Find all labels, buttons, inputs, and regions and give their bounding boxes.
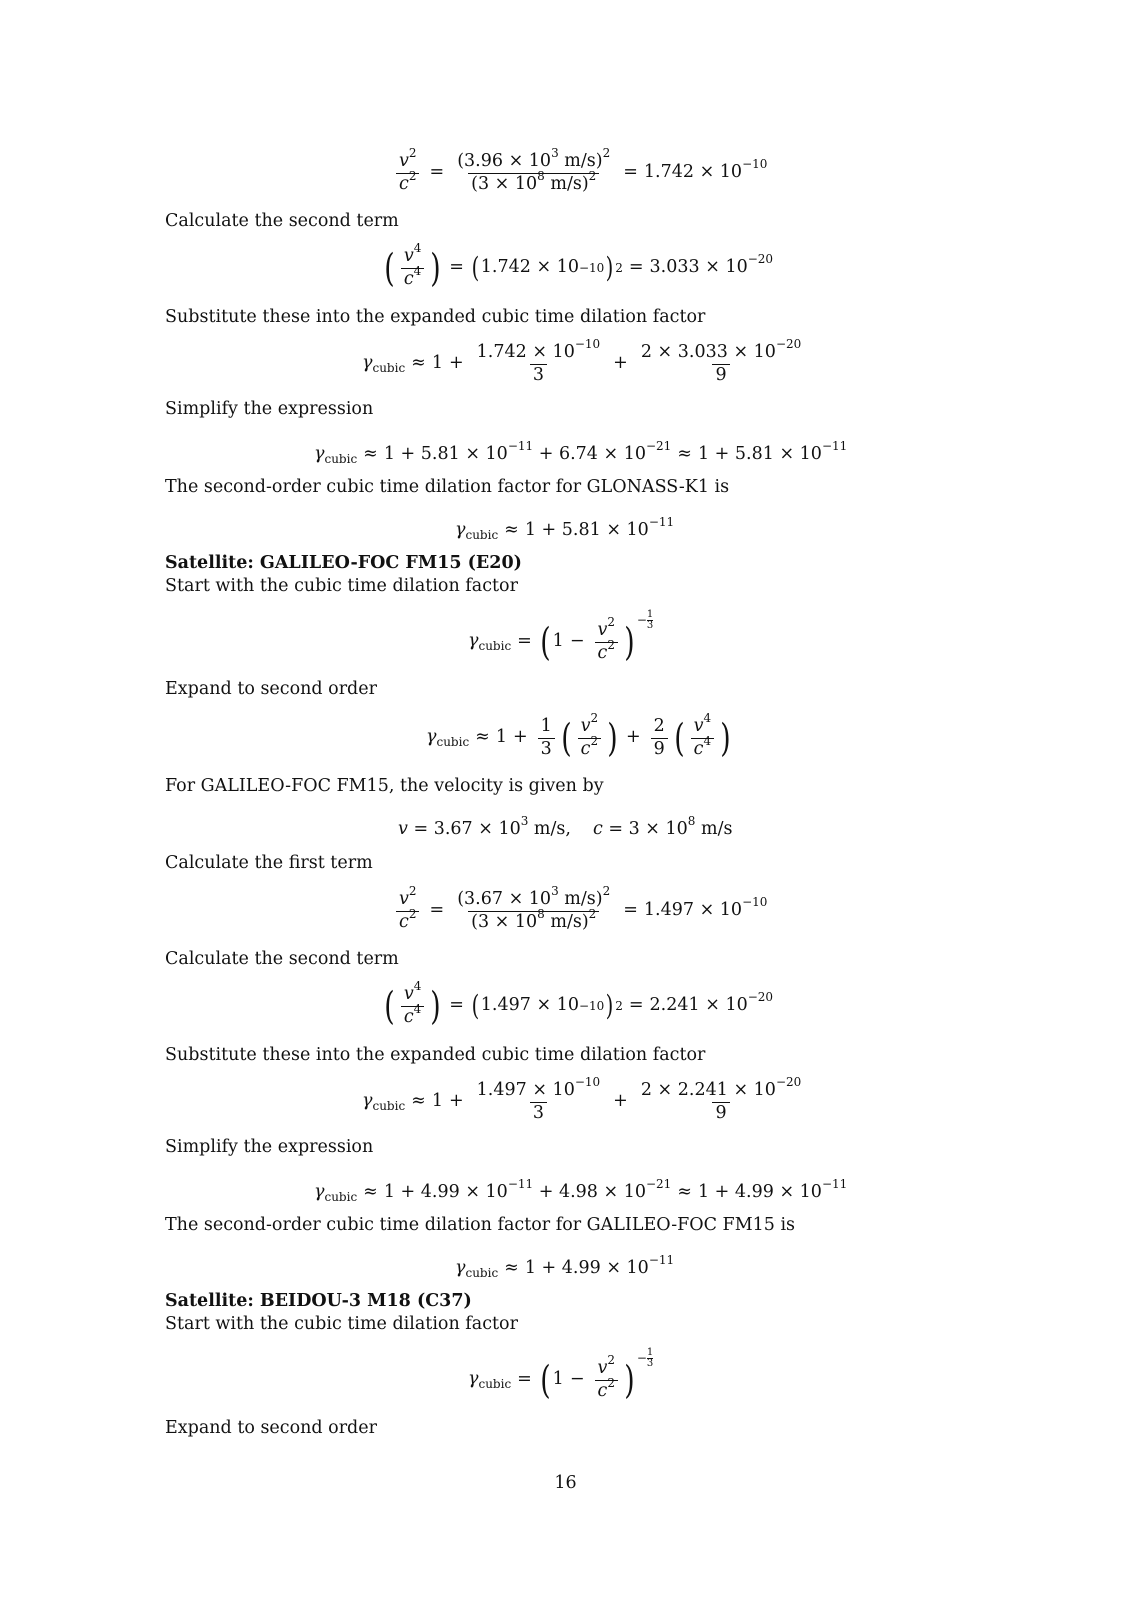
result-intro-2: The second-order cubic time dilation factor for GALILEO-FOC FM15 is xyxy=(165,1215,796,1235)
satellite-heading-beidou: Satellite: BEIDOU-3 M18 (C37) xyxy=(165,1291,472,1311)
simplify-label-2: Simplify the expression xyxy=(165,1137,374,1157)
equation-galileo-cubic-factor: $\gamma_{cubic}$ = ( 1 − $\frac{v^2}{c^2}$ ) − $\frac{1}{3}$ xyxy=(468,608,654,664)
start-label-1: Start with the cubic time dilation factor xyxy=(165,576,518,596)
substitute-label-1: Substitute these into the expanded cubic time dilation factor xyxy=(165,307,706,327)
equation-galileo-result: $\gamma_{cubic}$ ≈ $1 + 4.99 \times 10^{-11}$ xyxy=(455,1253,675,1280)
equation-beidou-cubic-factor: $\gamma_{cubic}$ = ( 1 − $\frac{v^2}{c^2}$ ) − $\frac{1}{3}$ xyxy=(468,1346,654,1402)
equation-galileo-second-term: ( $\frac{v^4}{c^4}$ ) = ( 1.497 × 10 −10 ) 2 = $2.241 \times 10^{-20}$ xyxy=(384,979,774,1028)
equation-glonass-simplify: $\gamma_{cubic}$ ≈ $1 + 5.81 \times 10^{-11} + 6.74 \times 10^{-21}$ ≈ $1 + 5.81 \times 10^{-11}$ xyxy=(314,439,848,466)
substitute-label-2: Substitute these into the expanded cubic time dilation factor xyxy=(165,1045,706,1065)
equation-galileo-expansion: $\gamma_{cubic}$ ≈ 1 + $\frac{1}{3}$ ( $\frac{v^2}{c^2}$ ) + $\frac{2}{9}$ ( $\frac{v^4}{c^4}$ ) xyxy=(426,711,731,760)
satellite-heading-galileo: Satellite: GALILEO-FOC FM15 (E20) xyxy=(165,553,522,573)
expand-label-2: Expand to second order xyxy=(165,1418,377,1438)
page-number: 16 xyxy=(554,1473,577,1493)
calc-second-term-label-1: Calculate the second term xyxy=(165,211,399,231)
simplify-label-1: Simplify the expression xyxy=(165,399,374,419)
equation-galileo-velocity: $v = 3.67 \times 10^3$ m/s, $c = 3 \times 10^8$ m/s xyxy=(398,814,733,839)
start-label-2: Start with the cubic time dilation factor xyxy=(165,1314,518,1334)
equation-glonass-result: $\gamma_{cubic}$ ≈ $1 + 5.81 \times 10^{-11}$ xyxy=(455,515,675,542)
equation-glonass-second-term: ( $\frac{v^4}{c^4}$ ) = ( 1.742 × 10 −10 ) 2 = $3.033 \times 10^{-20}$ xyxy=(384,241,774,290)
calc-second-term-label-2: Calculate the second term xyxy=(165,949,399,969)
equation-galileo-substitute: $\gamma_{cubic}$ ≈ 1 + $\frac{1.497 \times 10^{-10}}{3}$ + $\frac{2 \times 2.241 \times 10^{-20}}{9}$ xyxy=(362,1075,802,1123)
equation-galileo-simplify: $\gamma_{cubic}$ ≈ $1 + 4.99 \times 10^{-11} + 4.98 \times 10^{-21}$ ≈ $1 + 4.99 \times 10^{-11}$ xyxy=(314,1177,848,1204)
expand-label-1: Expand to second order xyxy=(165,679,377,699)
result-intro-1: The second-order cubic time dilation factor for GLONASS-K1 is xyxy=(165,477,730,497)
equation-glonass-first-term: $\frac{v^2}{c^2}$ = $\frac{(3.96 \times 10^3 m/s)^2}{(3 \times 10^8 m/s)^2}$ = $1.742 \times 10^{-10}$ xyxy=(392,153,767,193)
velocity-intro: For GALILEO-FOC FM15, the velocity is given by xyxy=(165,776,604,796)
equation-glonass-substitute: $\gamma_{cubic}$ ≈ 1 + $\frac{1.742 \times 10^{-10}}{3}$ + $\frac{2 \times 3.033 \times 10^{-20}}{9}$ xyxy=(362,337,802,385)
calc-first-term-label-2: Calculate the first term xyxy=(165,853,373,873)
equation-galileo-first-term: $\frac{v^2}{c^2}$ = $\frac{(3.67 \times 10^3 m/s)^2}{(3 \times 10^8 m/s)^2}$ = $1.497 \times 10^{-10}$ xyxy=(392,891,767,931)
